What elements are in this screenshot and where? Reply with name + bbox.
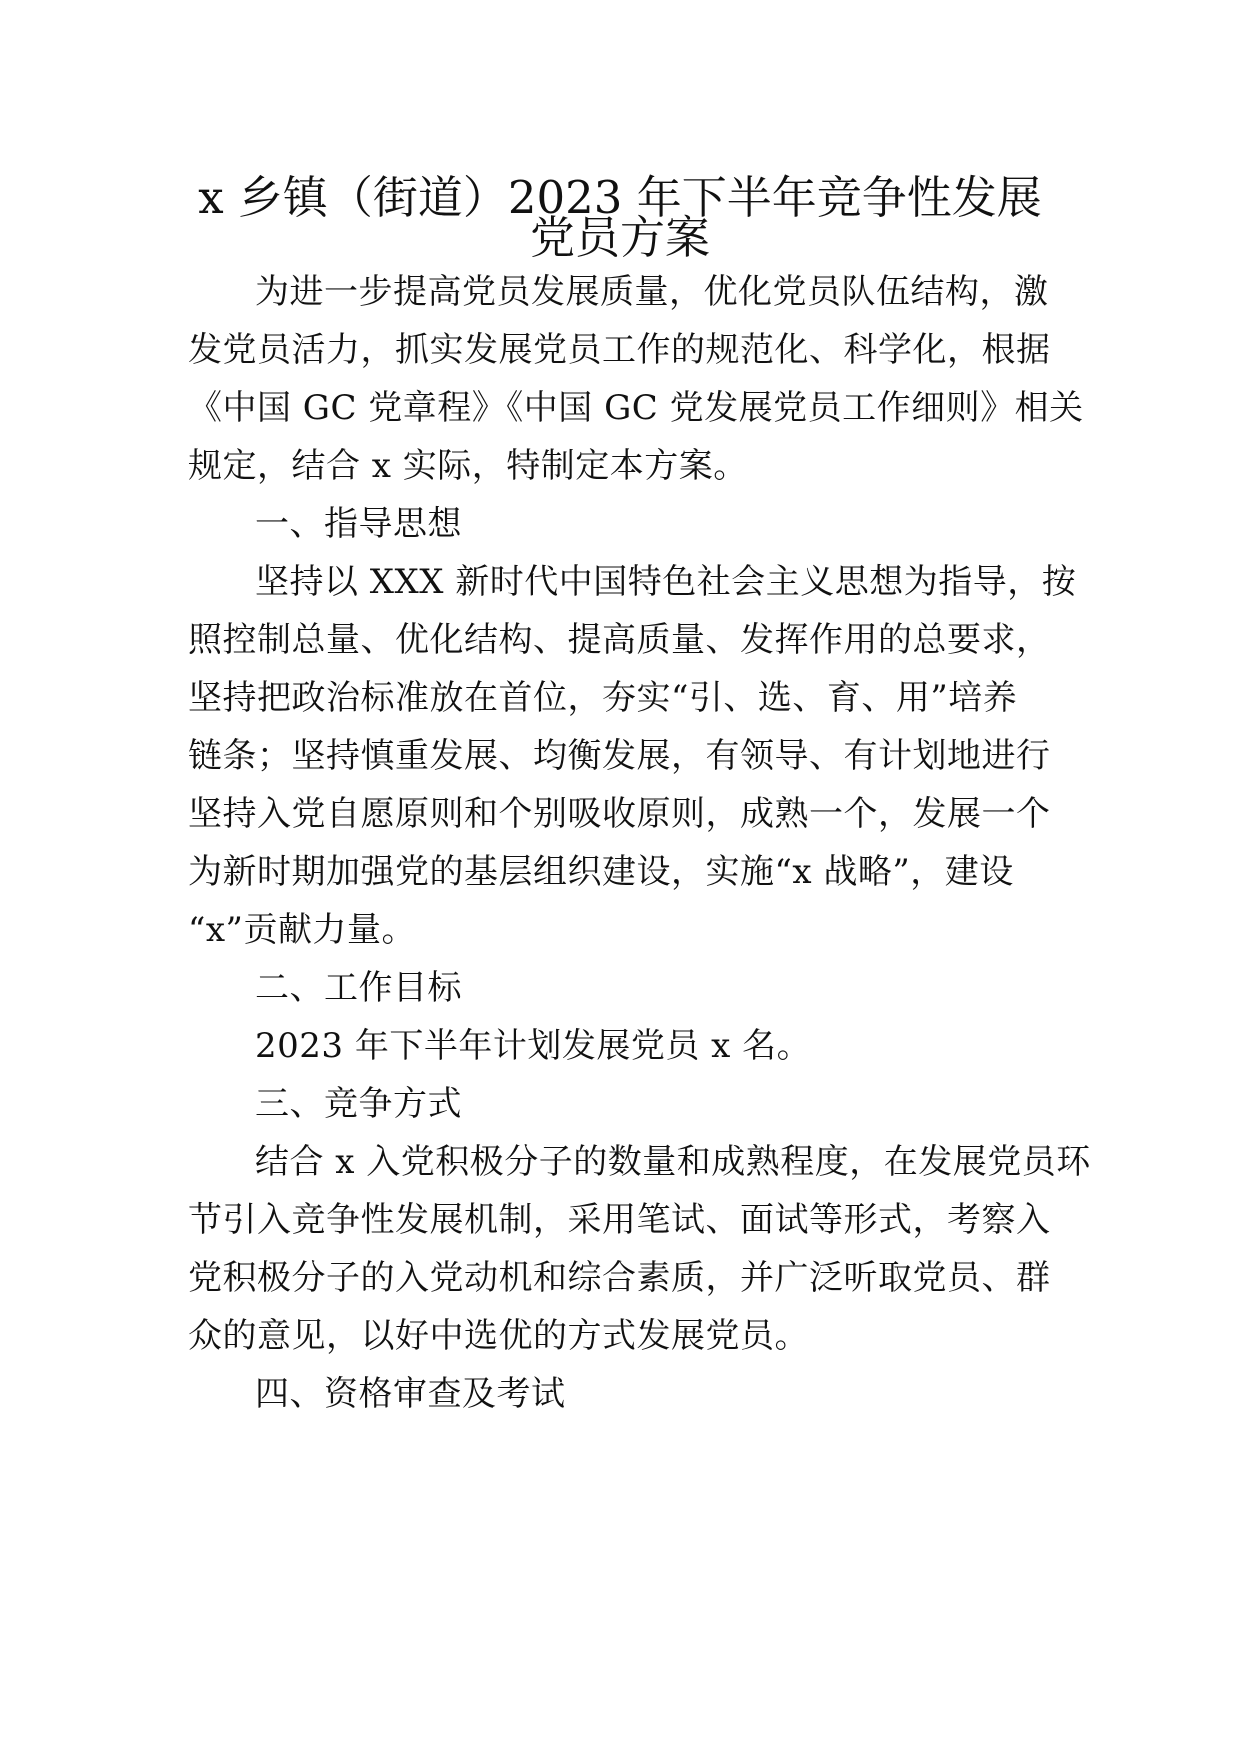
section1-paragraph-line: 照控制总量、优化结构、提高质量、发挥作用的总要求，	[188, 620, 1051, 660]
section3-paragraph-line: 结合 x 入党积极分子的数量和成熟程度，在发展党员环	[255, 1142, 1091, 1182]
section3-paragraph-line: 党积极分子的入党动机和综合素质，并广泛听取党员、群	[188, 1258, 1051, 1298]
intro-paragraph-line: 规定，结合 x 实际，特制定本方案。	[188, 446, 748, 486]
section1-paragraph-line: 坚持把政治标准放在首位，夯实“引、选、育、用”培养	[188, 678, 1018, 718]
section2-paragraph-line: 2023 年下半年计划发展党员 x 名。	[255, 1026, 812, 1066]
section1-paragraph-line: 坚持入党自愿原则和个别吸收原则，成熟一个，发展一个	[188, 794, 1051, 834]
section-heading-guiding-ideology: 一、指导思想	[255, 504, 462, 544]
document-title-line-2: 党员方案	[529, 211, 710, 264]
section3-paragraph-line: 节引入竞争性发展机制，采用笔试、面试等形式，考察入	[188, 1200, 1051, 1240]
document-title-line-1: x 乡镇（街道）2023 年下半年竞争性发展	[198, 171, 1042, 224]
section-heading-work-goal: 二、工作目标	[255, 968, 462, 1008]
section-heading-qualification-review: 四、资格审查及考试	[255, 1374, 566, 1414]
intro-paragraph-line: 发党员活力，抓实发展党员工作的规范化、科学化，根据	[188, 330, 1051, 370]
section1-paragraph-line: “x”贡献力量。	[188, 910, 416, 950]
intro-paragraph-line: 《中国 GC 党章程》《中国 GC 党发展党员工作细则》相关	[188, 388, 1084, 428]
intro-paragraph-line: 为进一步提高党员发展质量，优化党员队伍结构，激	[255, 272, 1049, 312]
section-heading-competition-method: 三、竞争方式	[255, 1084, 462, 1124]
section1-paragraph-line: 坚持以 XXX 新时代中国特色社会主义思想为指导，按	[255, 562, 1077, 602]
section1-paragraph-line: 链条；坚持慎重发展、均衡发展，有领导、有计划地进行	[188, 736, 1051, 776]
section1-paragraph-line: 为新时期加强党的基层组织建设，实施“x 战略”，建设	[188, 852, 1014, 892]
section3-paragraph-line: 众的意见，以好中选优的方式发展党员。	[188, 1316, 809, 1356]
